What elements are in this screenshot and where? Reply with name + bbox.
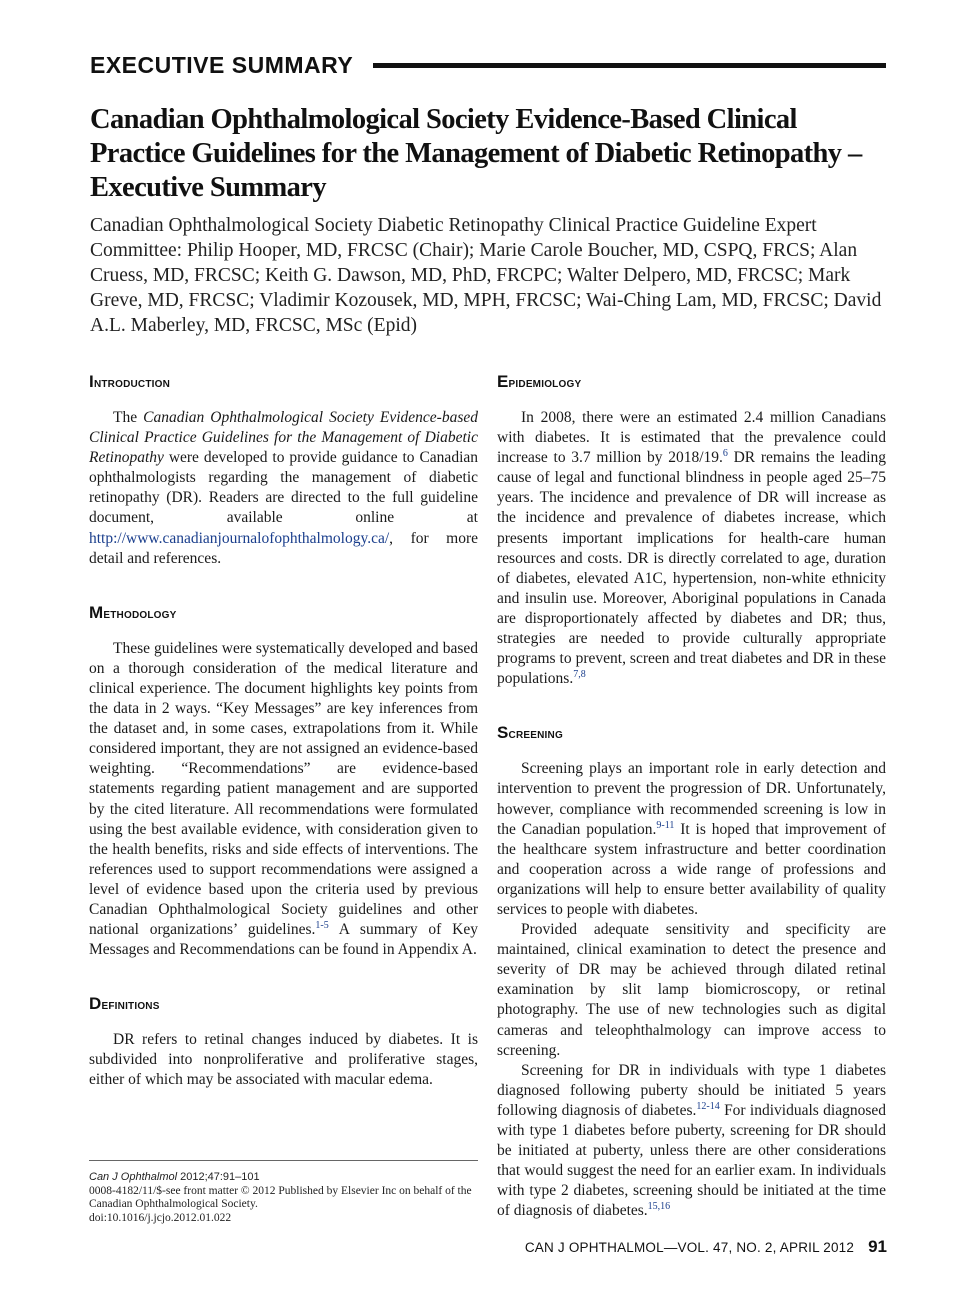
left-column [89, 368, 478, 1091]
guideline-url-link[interactable]: http://www.canadianjournalofophthalmology.ca/ [89, 529, 390, 547]
citation-ref[interactable]: 7,8 [573, 669, 586, 681]
right-column [497, 368, 886, 1221]
screening-paragraph-3: Screening for DR in individuals with type 1 diabetes diagnosed following puberty should be initiated 5 years following diagnosis of diabetes.$^{12-14}$ For individuals diagnosed with type 1 diabetes before puberty, screening for DR should be initiated at puberty, unless there are other considerations that would suggest the need for an earlier exam. In individuals with type 2 diabetes, screening should be initiated at the time of diagnosis of diabetes.$^{15,16}$ [497, 1061, 886, 1220]
section-screening [497, 719, 886, 1221]
article-title: Canadian Ophthalmological Society Evidence-Based Clinical Practice Guidelines for the Management of Diabetic Retinopathy – Executive Summary [90, 104, 862, 203]
citation-ref[interactable]: 9-11 [656, 819, 675, 831]
section-methodology [89, 599, 478, 961]
heading-definitions: Definitions [89, 994, 160, 1014]
section-epidemiology [497, 368, 886, 689]
kicker-label: EXECUTIVE SUMMARY [90, 51, 354, 78]
running-footer-text: CAN J OPHTHALMOL—VOL. 47, NO. 2, APRIL 2012 [524, 1240, 855, 1255]
footnote-journal-cite: 2012;47:91–101 [177, 1171, 260, 1183]
footnote-journal-name: Can J Ophthalmol [89, 1171, 178, 1183]
section-kicker [90, 50, 886, 80]
heading-screening: Screening [497, 723, 563, 743]
methodology-paragraph: These guidelines were systematically developed and based on a thorough consideration of the medical literature and clinical experience. The document highlights key points from the data in 2 ways. “Key Messages” are key inferences from the dataset and, in some cases, extrapolations from it. While considered important, they are not assigned an evidence-based weighting. “Recommendations” are evidence-based statements regarding patient management and are supported by the cited literature. All recommendations were formulated using the best available evidence, with consideration given to the health benefits, risks and side effects of interventions. The references used to support recommendations were assigned a level of evidence based upon the criteria used by previous Canadian Ophthalmological Society guidelines and other national organizations’ guidelines.$^{1-5}$ A summary of Key Messages and Recommendations can be found in Appendix A. [89, 639, 479, 959]
heading-introduction: Introduction [89, 372, 171, 391]
epidemiology-paragraph: In 2008, there were an estimated 2.4 million Canadians with diabetes. It is estimated that the prevalence could increase to 3.7 million by 2018/19.$^6$ DR remains the leading cause of legal and functional blindness in people aged 25–75 years. The incidence and prevalence of DR will increase as the incidence and prevalence of diabetes increase, which presents important implications for health-care human resources and costs. DR is directly correlated to age, duration of diabetes, elevated A1C, hypertension, non-white ethnicity and insulin use. Moreover, Aboriginal populations in Canada are disproportionately affected by diabetes and DR; thus, strategies are needed to provide culturally appropriate programs to prevent, screen and treat diabetes and DR in these populations.$^{7,8}$ [497, 409, 886, 688]
guideline-title-italic: Canadian Ophthalmological Society Evidence-based Clinical Practice Guidelines for the Management of Diabetic Retinopathy [89, 409, 478, 467]
footnote-copyright: 0008-4182/11/$-see front matter © 2012 Published by Elsevier Inc on behalf of the Canadian Ophthalmological Society. [89, 1184, 472, 1210]
footnote-doi[interactable]: doi:10.1016/j.jcjo.2012.01.022 [89, 1211, 232, 1224]
citation-ref[interactable]: 15,16 [647, 1201, 671, 1213]
citation-ref[interactable]: 6 [722, 448, 728, 460]
citation-ref[interactable]: 12-14 [696, 1100, 720, 1112]
running-footer [497, 1237, 887, 1257]
author-list: Canadian Ophthalmological Society Diabetic Retinopathy Clinical Practice Guideline Expert Committee: Philip Hooper, MD, FRCSC (Chair); Marie Carole Boucher, MD, CSPQ, FRCS; Alan Cruess, MD, FRCSC; Keith G. Dawson, MD, PhD, FRCPC; Walter Delpero, MD, FRCSC; Mark Greve, MD, FRCSC; Vladimir Kozousek, MD, MPH, FRCSC; Wai-Ching Lam, MD, FRCSC; David A.L. Maberley, MD, FRCSC, MSc (Epid) [90, 215, 882, 336]
screening-paragraph-2: Provided adequate sensitivity and specificity are maintained, clinical examination to detect the presence and severity of DR may be achieved through dilated retinal examination by slit lamp biomicroscopy, or retinal photography. The use of new technologies such as digital cameras and teleophthalmology can improve access to screening. [497, 921, 886, 1059]
footnote-rule [89, 1160, 478, 1161]
heading-epidemiology: Epidemiology [497, 372, 582, 391]
citation-ref[interactable]: 1-5 [315, 919, 329, 931]
heading-methodology: Methodology [89, 602, 177, 622]
screening-paragraph-1: Screening plays an important role in early detection and intervention to prevent the progression of DR. Unfortunately, however, compliance with recommended screening is low in the Canadian population.$^{9-11}$ It is hoped that improvement of the healthcare system infrastructure and better coordination and cooperation across a wide range of professions and organizations will help to ensure better availability of quality services to people with diabetes. [497, 760, 886, 918]
section-definitions [89, 990, 478, 1090]
kicker-rule [373, 63, 886, 68]
definitions-paragraph: DR refers to retinal changes induced by diabetes. It is subdivided into nonproliferative and proliferative stages, either of which may be associated with macular edema. [89, 1031, 478, 1089]
section-introduction [89, 368, 478, 569]
introduction-paragraph: The Canadian Ophthalmological Society Evidence-based Clinical Practice Guidelines for the Management of Diabetic Retinopathy were developed to provide guidance to Canadian ophthalmologists regarding the management of diabetic retinopathy (DR). Readers are directed to the full guideline document, available online at http://www.canadianjournalofophthalmology.ca/, for more detail and references. [89, 409, 478, 567]
page-number: 91 [868, 1237, 887, 1256]
footnote [89, 1171, 481, 1225]
